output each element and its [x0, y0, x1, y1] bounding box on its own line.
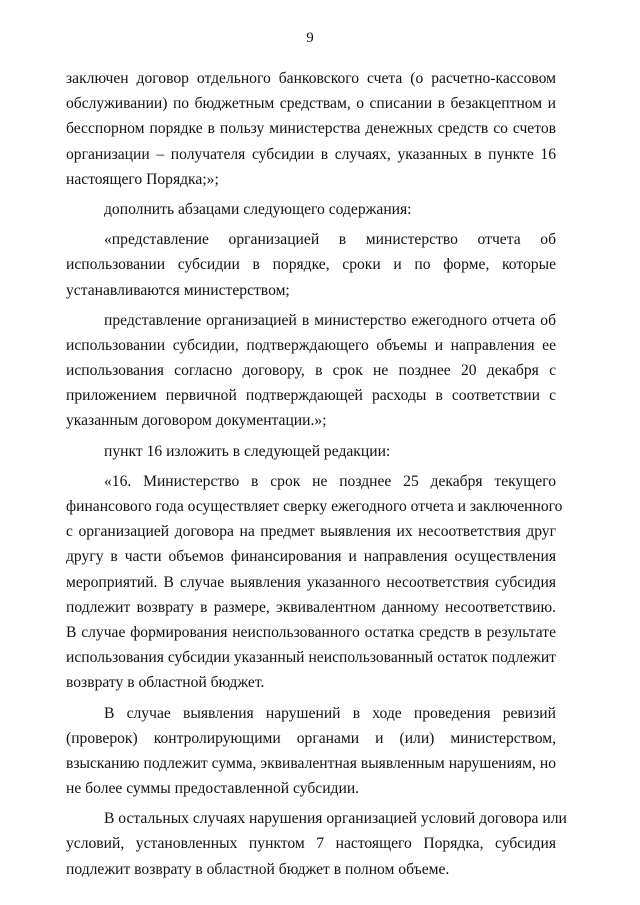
page-number: 9 [306, 30, 314, 46]
paragraph [66, 227, 556, 303]
paragraph [66, 439, 556, 464]
text-line: «16. Министерство в срок не позднее 25 декабря текущего [104, 472, 556, 490]
text-line: представление организацией в министерство ежегодного отчета об [104, 311, 556, 329]
text-line: другу в части объемов финансирования и направления осуществления [66, 548, 556, 566]
paragraph [66, 701, 556, 802]
paragraph [66, 197, 556, 222]
text-line: условий, установленных пунктом 7 настоящего Порядка, субсидия [66, 835, 556, 853]
text-line: использовании субсидии в порядке, сроки и по форме, которые [66, 256, 556, 274]
text-line: использования субсидии указанный неиспользованный остаток подлежит [66, 649, 556, 667]
text-line: (проверок) контролирующими органами и (или) министерством, [66, 729, 556, 747]
text-line: подлежит возврату в размере, эквивалентном данному несоответствию. [66, 598, 556, 616]
document-body [66, 66, 567, 887]
paragraph [66, 469, 563, 696]
text-line: не более суммы предоставленной субсидии. [66, 780, 360, 798]
text-line: устанавливаются министерством; [66, 281, 290, 299]
paragraph [66, 806, 567, 882]
text-line: финансового года осуществляет сверку ежегодного отчета и заключенного [66, 498, 563, 515]
text-line: подлежит возврату в областной бюджет в полном объеме. [66, 860, 450, 878]
text-line: мероприятий. В случае выявления указанного несоответствия субсидия [66, 573, 556, 591]
text-line: взысканию подлежит сумма, эквивалентная выявленным нарушениям, но [66, 754, 556, 772]
text-line: заключен договор отдельного банковского счета (о расчетно-кассовом [66, 70, 556, 87]
paragraph [66, 66, 556, 192]
paragraph [66, 308, 556, 434]
text-line: использовании субсидии, подтверждающего объемы и направления ее [66, 336, 556, 354]
text-line: организации – получателя субсидии в случаях, указанных в пункте 16 [66, 145, 556, 163]
text-line: обслуживании) по бюджетным средствам, о списании в безакцептном и [66, 95, 556, 113]
text-line: приложением первичной подтверждающей расходы в соответствии с [66, 387, 556, 405]
text-line: указанным договором документации.»; [66, 412, 327, 430]
text-line: настоящего Порядка;»; [66, 170, 219, 188]
text-line: использования согласно договору, в срок не позднее 20 декабря с [66, 362, 556, 380]
text-line: возврату в областной бюджет. [66, 674, 265, 692]
text-line: дополнить абзацами следующего содержания: [104, 200, 412, 218]
text-line: В случае формирования неиспользованного остатка средств в результате [66, 623, 556, 641]
text-line: бесспорном порядке в пользу министерства денежных средств со счетов [66, 120, 556, 138]
text-line: В остальных случаях нарушения организацией условий договора или [104, 810, 567, 828]
text-line: «представление организацией в министерство отчета об [104, 231, 556, 249]
text-line: В случае выявления нарушений в ходе проведения ревизий [104, 704, 556, 722]
text-line: с организацией договора на предмет выявления их несоответствия друг [66, 523, 556, 541]
text-line: пункт 16 изложить в следующей редакции: [104, 442, 391, 460]
